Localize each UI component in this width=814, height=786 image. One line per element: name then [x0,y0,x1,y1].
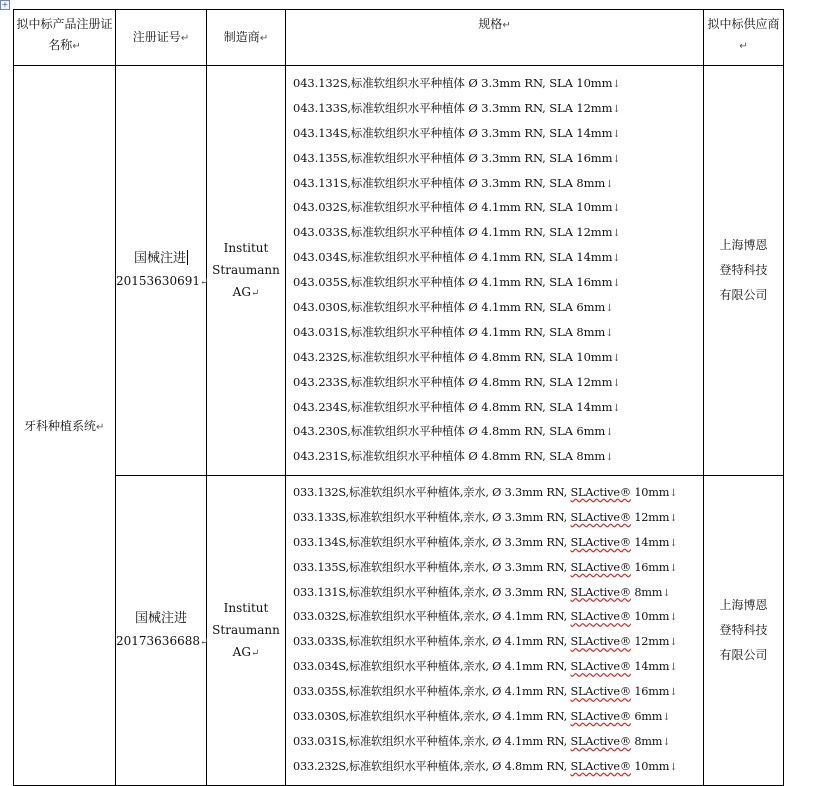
spec-desc: ,标准软组织水平种植体 Ø 4.1mm RN, SLA 16mm [347,275,613,290]
spec-code: 043.032S [293,200,348,215]
spec-item: 043.034S,标准软组织水平种植体 Ø 4.1mm RN, SLA 14mm↓ [293,250,621,265]
manufacturer-cell-2: Institut Straumann AG↵ [207,476,286,786]
supplier-line: 登特科技 [719,623,768,637]
spec-item: 033.132S,标准软组织水平种植体,亲水, Ø 3.3mm RN, SLActive® 10mm↓ [293,486,678,499]
manufacturer-line: Straumann [212,262,280,277]
supplier-cell-1 [704,66,784,476]
table-header-row [14,10,784,66]
manufacturer-cell-1: Institut Straumann AG↵ [207,66,286,476]
reg-number: 20173636688↵ [116,633,209,648]
spec-item: 033.135S,标准软组织水平种植体,亲水, Ø 3.3mm RN, SLActive® 16mm↓ [293,560,678,574]
spec-item: 043.230S,标准软组织水平种植体 Ø 4.8mm RN, SLA 6mm↓ [293,424,614,439]
spec-brand: SLActive® [570,635,631,649]
registration-table [13,9,784,786]
spec-code: 033.031S [293,734,346,748]
spec-brand: SLActive® [570,734,631,748]
spec-desc: ,标准软组织水平种植体,亲水, Ø 4.1mm RN, [345,635,571,649]
manufacturer-line: AG [232,284,251,299]
header-supplier: 拟中标供应商↵ [704,10,784,66]
spec-desc: ,标准软组织水平种植体,亲水, Ø 4.1mm RN, [345,710,571,724]
spec-desc: ,标准软组织水平种植体 Ø 4.1mm RN, SLA 12mm [347,225,613,240]
spec-desc: ,标准软组织水平种植体,亲水, Ø 4.1mm RN, [345,660,571,674]
spec-brand: SLActive® [570,560,631,574]
spec-size: 16mm [630,685,670,699]
spec-item: 043.134S,标准软组织水平种植体 Ø 3.3mm RN, SLA 14mm↓ [293,125,621,140]
spec-item: 043.032S,标准软组织水平种植体 Ø 4.1mm RN, SLA 10mm↓ [293,200,621,215]
spec-item: 043.035S,标准软组织水平种植体 Ø 4.1mm RN, SLA 16mm↓ [293,275,621,290]
spec-desc: ,标准软组织水平种植体 Ø 4.8mm RN, SLA 14mm [347,399,613,414]
spec-desc: ,标准软组织水平种植体,亲水, Ø 3.3mm RN, [345,535,571,549]
spec-size: 12mm [630,510,670,524]
spec-brand: SLActive® [570,710,631,724]
spec-item: 043.033S,标准软组织水平种植体 Ø 4.1mm RN, SLA 12mm↓ [293,225,621,240]
spec-code: 033.134S [293,535,346,549]
spec-brand: SLActive® [570,535,631,549]
spec-size: 14mm [630,535,670,549]
table-row [14,66,784,476]
spec-item: 033.034S,标准软组织水平种植体,亲水, Ø 4.1mm RN, SLActive® 14mm↓ [293,660,678,674]
spec-desc: ,标准软组织水平种植体 Ø 4.8mm RN, SLA 10mm [347,349,613,364]
spec-desc: ,标准软组织水平种植体,亲水, Ø 3.3mm RN, [345,585,571,599]
spec-item: 033.032S,标准软组织水平种植体,亲水, Ø 4.1mm RN, SLActive® 10mm↓ [293,610,678,624]
spec-desc: ,标准软组织水平种植体 Ø 3.3mm RN, SLA 14mm [347,125,613,140]
header-manufacturer: 制造商↵ [207,10,286,66]
spec-code: 033.035S [293,685,346,699]
supplier-line: 有限公司 [719,648,768,662]
spec-brand: SLActive® [570,585,631,599]
spec-code: 043.134S [293,125,348,140]
spec-code: 043.035S [293,275,348,290]
spec-size: 14mm [630,660,670,674]
spec-desc: ,标准软组织水平种植体,亲水, Ø 4.8mm RN, [345,759,571,773]
spec-brand: SLActive® [570,486,631,499]
spec-item: 033.030S,标准软组织水平种植体,亲水, Ø 4.1mm RN, SLActive® 6mm↓ [293,710,671,724]
reg-cell-2 [116,476,207,786]
spec-desc: ,标准软组织水平种植体,亲水, Ø 4.1mm RN, [345,610,571,624]
spec-code: 043.234S [293,399,348,414]
spec-desc: ,标准软组织水平种植体 Ø 3.3mm RN, SLA 8mm [347,175,606,190]
spec-item: 043.233S,标准软组织水平种植体 Ø 4.8mm RN, SLA 12mm↓ [293,374,621,389]
supplier-line: 有限公司 [719,288,768,302]
spec-brand: SLActive® [570,685,631,699]
reg-label: 国械注进 [134,610,187,626]
spec-item: 043.031S,标准软组织水平种植体 Ø 4.1mm RN, SLA 8mm↓ [293,324,614,339]
spec-desc: ,标准软组织水平种植体,亲水, Ø 3.3mm RN, [345,486,571,499]
spec-size: 12mm [630,635,670,649]
spec-item: 033.131S,标准软组织水平种植体,亲水, Ø 3.3mm RN, SLActive® 8mm↓ [293,585,671,599]
spec-desc: ,标准软组织水平种植体 Ø 4.1mm RN, SLA 10mm [347,200,613,215]
spec-item: 043.030S,标准软组织水平种植体 Ø 4.1mm RN, SLA 6mm↓ [293,300,614,315]
spec-desc: ,标准软组织水平种植体 Ø 4.1mm RN, SLA 6mm [347,300,606,315]
spec-code: 043.133S [293,100,348,115]
spec-code: 033.034S [293,660,346,674]
spec-code: 043.132S [293,76,348,90]
manufacturer-line: Institut [223,600,269,615]
reg-number: 20153630691↵ [116,273,209,288]
spec-brand: SLActive® [570,610,631,624]
spec-size: 8mm [630,585,663,599]
spec-item: 033.134S,标准软组织水平种植体,亲水, Ø 3.3mm RN, SLActive® 14mm↓ [293,535,678,549]
manufacturer-line: AG [232,644,251,659]
spec-item: 033.035S,标准软组织水平种植体,亲水, Ø 4.1mm RN, SLActive® 16mm↓ [293,685,678,699]
spec-size: 10mm [630,759,670,773]
spec-cell-1 [286,66,704,476]
spec-size: 10mm [630,486,670,499]
header-reg-no: 注册证号↵ [116,10,207,66]
spec-desc: ,标准软组织水平种植体 Ø 4.1mm RN, SLA 14mm [347,250,613,265]
system-name-cell: 牙科种植系统↵ [14,66,116,786]
spec-item: 033.031S,标准软组织水平种植体,亲水, Ø 4.1mm RN, SLActive® 8mm↓ [293,734,671,748]
spec-code: 043.232S [293,349,348,364]
spec-code: 043.233S [293,374,348,389]
spec-code: 033.135S [293,560,346,574]
spec-code: 033.133S [293,510,346,524]
spec-desc: ,标准软组织水平种植体 Ø 4.8mm RN, SLA 12mm [347,374,613,389]
spec-item: 043.133S,标准软组织水平种植体 Ø 3.3mm RN, SLA 12mm↓ [293,100,621,115]
spec-code: 043.131S [293,175,348,190]
spec-item: 043.231S,标准软组织水平种植体 Ø 4.8mm RN, SLA 8mm↓ [293,449,614,464]
spec-desc: ,标准软组织水平种植体 Ø 3.3mm RN, SLA 12mm [347,100,613,115]
spec-brand: SLActive® [570,759,631,773]
spec-item: 043.131S,标准软组织水平种植体 Ø 3.3mm RN, SLA 8mm↓ [293,175,614,190]
spec-code: 043.030S [293,300,348,315]
spec-item: 033.232S,标准软组织水平种植体,亲水, Ø 4.8mm RN, SLActive® 10mm↓ [293,759,678,773]
spec-code: 033.032S [293,610,346,624]
spec-desc: ,标准软组织水平种植体 Ø 4.8mm RN, SLA 6mm [347,424,606,439]
supplier-cell-2 [704,476,784,786]
spec-code: 033.232S [293,759,346,773]
spec-item: 043.135S,标准软组织水平种植体 Ø 3.3mm RN, SLA 16mm↓ [293,150,621,165]
spec-code: 043.135S [293,150,348,165]
spec-size: 10mm [630,610,670,624]
spec-item: 043.234S,标准软组织水平种植体 Ø 4.8mm RN, SLA 14mm↓ [293,399,621,414]
spec-item: 033.033S,标准软组织水平种植体,亲水, Ø 4.1mm RN, SLActive® 12mm↓ [293,635,678,649]
spec-code: 033.033S [293,635,346,649]
spec-desc: ,标准软组织水平种植体,亲水, Ø 3.3mm RN, [345,560,571,574]
spec-code: 033.131S [293,585,346,599]
spec-code: 043.031S [293,324,348,339]
spec-brand: SLActive® [570,660,631,674]
spec-brand: SLActive® [570,510,631,524]
spec-desc: ,标准软组织水平种植体,亲水, Ø 4.1mm RN, [345,734,571,748]
spec-desc: ,标准软组织水平种植体 Ø 4.8mm RN, SLA 8mm [347,449,606,464]
spec-desc: ,标准软组织水平种植体 Ø 3.3mm RN, SLA 10mm [347,76,613,90]
supplier-line: 上海博恩 [719,238,768,252]
reg-cell-1 [116,66,207,476]
spec-size: 6mm [630,710,663,724]
spec-code: 043.231S [293,449,348,464]
supplier-line: 上海博恩 [719,598,768,612]
spec-code: 043.033S [293,225,348,240]
spec-item: 033.133S,标准软组织水平种植体,亲水, Ø 3.3mm RN, SLActive® 12mm↓ [293,510,678,524]
spec-code: 043.034S [293,250,348,265]
spec-desc: ,标准软组织水平种植体,亲水, Ø 3.3mm RN, [345,510,571,524]
manufacturer-line: Institut [223,240,269,255]
spec-code: 043.230S [293,424,348,439]
header-spec: 规格↵ [286,10,704,66]
reg-label: 国械注进 [133,250,186,266]
table-row [14,476,784,786]
spec-size: 16mm [630,560,670,574]
spec-item: 043.232S,标准软组织水平种植体 Ø 4.8mm RN, SLA 10mm↓ [293,349,621,364]
header-product-name: 拟中标产品注册证名称↵ [14,10,116,66]
supplier-line: 登特科技 [719,263,768,277]
spec-desc: ,标准软组织水平种植体 Ø 4.1mm RN, SLA 8mm [347,324,606,339]
spec-code: 033.030S [293,710,346,724]
spec-desc: ,标准软组织水平种植体,亲水, Ø 4.1mm RN, [345,685,571,699]
spec-code: 033.132S [293,486,346,499]
spec-cell-2 [286,476,704,786]
spec-size: 8mm [630,734,663,748]
manufacturer-line: Straumann [212,622,280,637]
table-move-handle-icon[interactable]: + [1,0,9,9]
spec-desc: ,标准软组织水平种植体 Ø 3.3mm RN, SLA 16mm [347,150,613,165]
spec-item: 043.132S,标准软组织水平种植体 Ø 3.3mm RN, SLA 10mm↓ [293,76,621,90]
